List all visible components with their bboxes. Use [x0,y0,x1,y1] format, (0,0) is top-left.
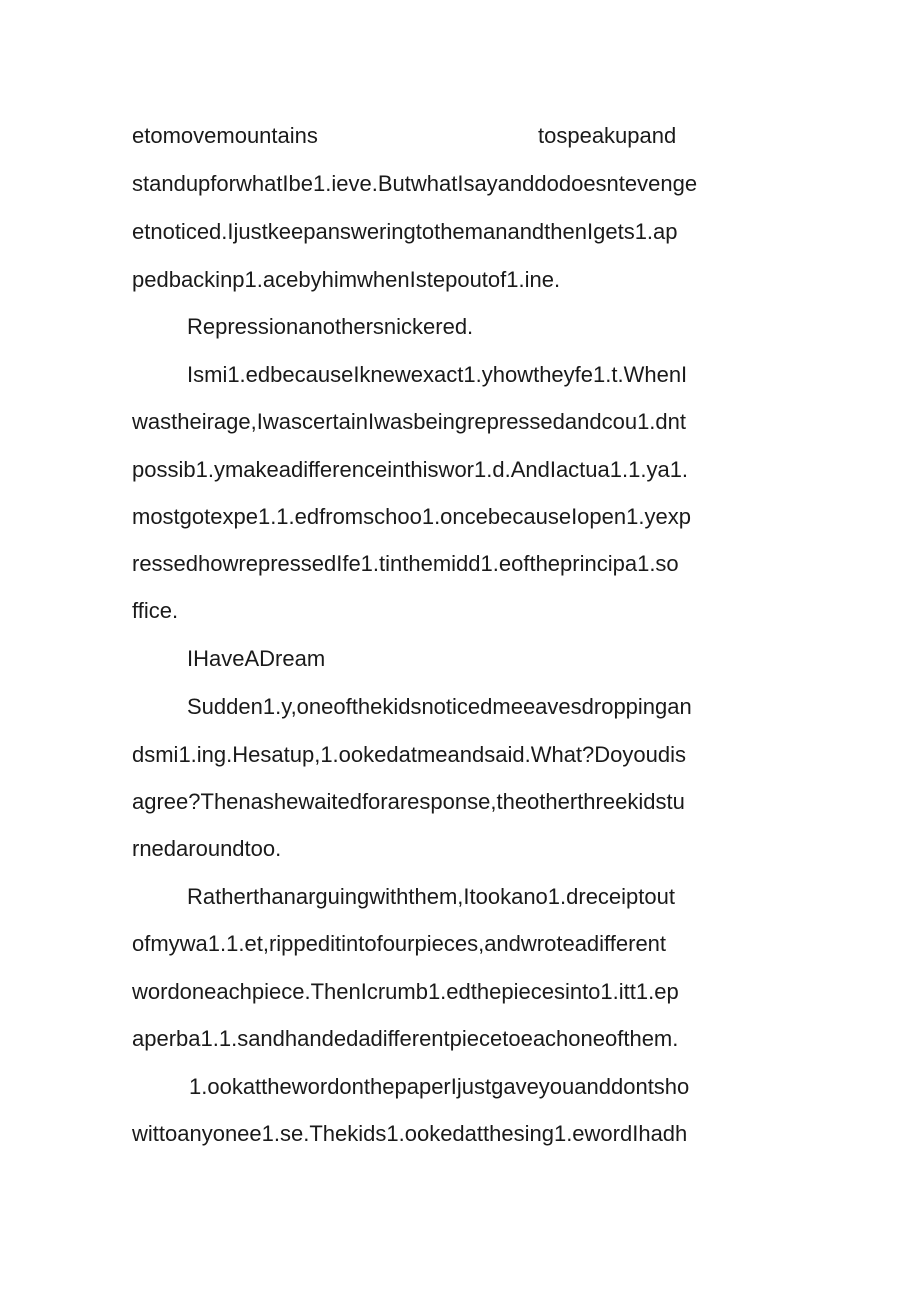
text-line: wittoanyonee1.se.Thekids1.ookedatthesing1.ewordIhadh [132,1121,688,1146]
text-line: agree?Thenashewaitedforaresponse,theotherthreekidstu [132,789,685,814]
text-line: pedbackinp1.acebyhimwhenIstepoutof1.ine. [132,267,561,292]
text-line: Repressionanothersnickered. [187,314,474,339]
text-line: Ratherthanarguingwiththem,Itookano1.dreceiptout [187,884,675,909]
text-line: 1.ookatthewordonthepaperIjustgaveyouanddontsho [189,1074,690,1099]
text-segment: etnoticed.Ijustkeepansweringtothemanandthen [132,219,587,244]
text-line: ofmywa1.1.et,rippeditintofourpieces,andwroteadifferent [132,931,667,956]
text-line: ffice. [132,598,179,623]
text-line: dsmi1.ing.Hesatup,1.ookedatmeandsaid.What?Doyoudis [132,742,686,767]
text-line: Sudden1.y,oneofthekidsnoticedmeeavesdroppingan [187,694,692,719]
text-line: ressedhowrepressedIfe1.tinthemidd1.eoftheprincipa1.so [132,551,679,576]
text-line: wordoneachpiece.ThenIcrumb1.edthepiecesinto1.itt1.ep [132,979,679,1004]
text-line: aperba1.1.sandhandedadifferentpiecetoeachoneofthem. [132,1026,679,1051]
text-line: wastheirage,IwascertainIwasbeingrepressedandcou1.dnt [132,409,687,434]
text-line: standupforwhatIbe1.ieve.ButwhatIsayanddodoesntevenge [132,171,698,196]
text-line: rnedaroundtoo. [132,836,282,861]
text-line [132,217,678,247]
text-segment: Igets1.ap [587,219,678,244]
text-line: mostgotexpe1.1.edfromschoo1.oncebecauseIopen1.yexp [132,504,691,529]
text-line: possib1.ymakeadifferenceinthiswor1.d.AndIactua1.1.ya1. [132,457,689,482]
text-line: tospeakupand [538,123,677,148]
text-line: etomovemountains [132,123,318,148]
text-line: Ismi1.edbecauseIknewexact1.yhowtheyfe1.t.WhenI [187,362,688,387]
section-heading: IHaveADream [187,646,326,671]
